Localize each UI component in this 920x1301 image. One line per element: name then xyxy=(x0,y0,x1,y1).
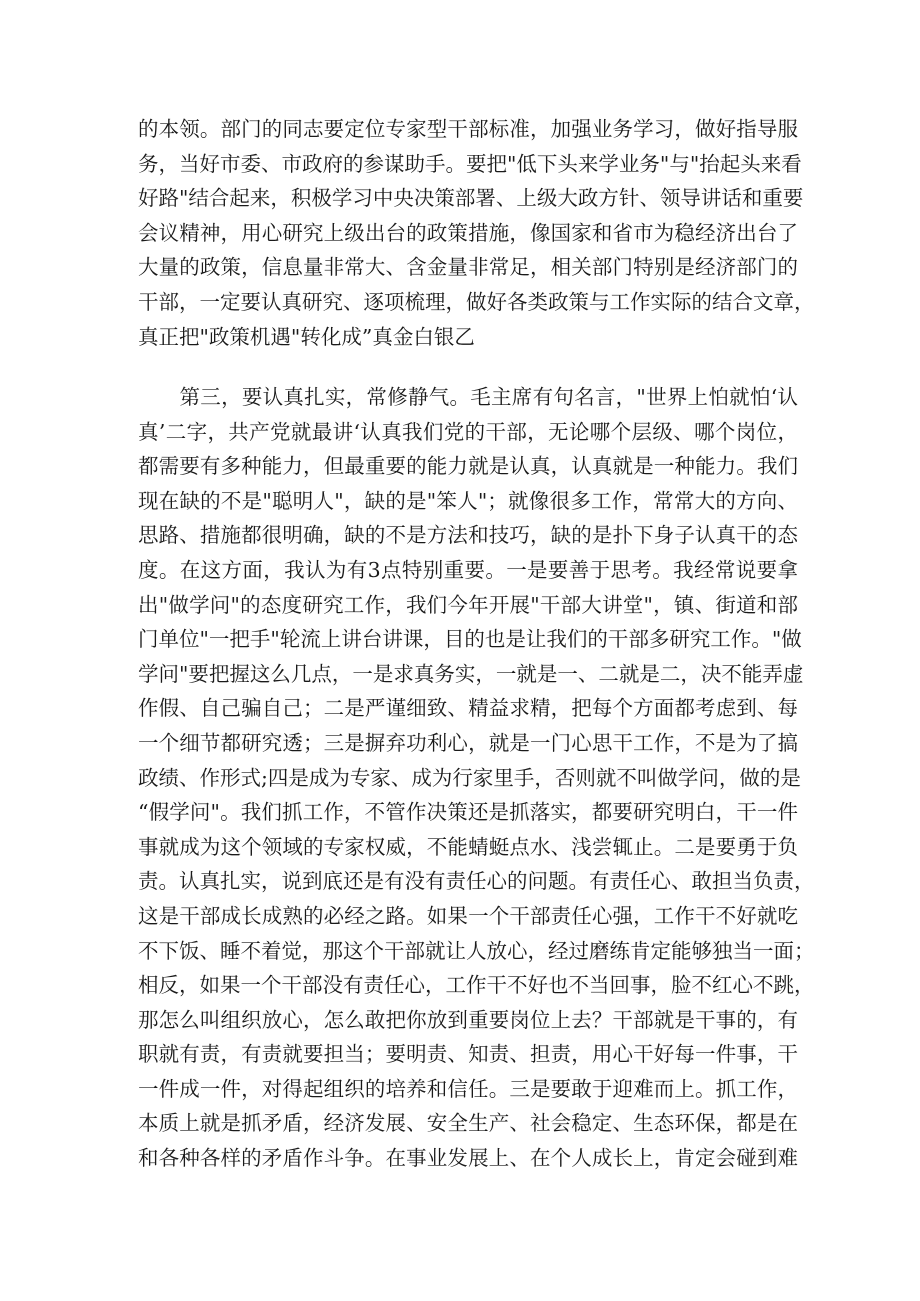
paragraph-line: 不下饭、睡不着觉，那这个干部就让人放心，经过磨练肯定能够独当一面； xyxy=(138,938,815,963)
paragraph-line: 一件成一件，对得起组织的培养和信任。三是要敢于迎难而上。抓工作， xyxy=(138,1076,798,1101)
paragraph-line: 这是干部成长成熟的必经之路。如果一个干部责任心强，工作干不好就吃 xyxy=(138,903,798,928)
paragraph-line: “假学问"。我们抓工作，不管作决策还是抓落实，都要研究明白，干一件 xyxy=(138,800,798,825)
paragraph-line: 出"做学问"的态度研究工作，我们今年开展"干部大讲堂"，镇、街道和部 xyxy=(138,592,798,617)
paragraph-line: 会议精神，用心研究上级出台的政策措施，像国家和省市为稳经济出台了 xyxy=(138,220,798,245)
paragraph-line: 相反，如果一个干部没有责任心，工作干不好也不当回事，脸不红心不跳， xyxy=(138,973,815,998)
paragraph-line: 职就有责，有责就要担当；要明责、知责、担责，用心干好每一件事，干 xyxy=(138,1042,798,1067)
paragraph-line: 干部，一定要认真研究、逐项梳理，做好各类政策与工作实际的结合文章， xyxy=(138,289,815,314)
paragraph-line: 事就成为这个领域的专家权威，不能蜻蜓点水、浅尝辄止。二是要勇于负 xyxy=(138,834,798,859)
paragraph-line: 第三，要认真扎实，常修静气。毛主席有句名言，"世界上怕就怕‘认 xyxy=(138,385,798,409)
paragraph-line: 大量的政策，信息量非常大、含金量非常足，相关部门特别是经济部门的 xyxy=(138,255,798,280)
paragraph-1 xyxy=(138,112,815,354)
paragraph-line: 作假、自己骗自己；二是严谨细致、精益求精，把每个方面都考虑到、每 xyxy=(138,696,798,721)
paragraph-line: 的本领。部门的同志要定位专家型干部标准，加强业务学习，做好指导服 xyxy=(138,117,798,141)
paragraph-line: 门单位"一把手"轮流上讲台讲课，目的也是让我们的干部多研究工作。"做 xyxy=(138,627,802,652)
paragraph-line: 好路"结合起来，积极学习中央决策部署、上级大政方针、领导讲话和重要 xyxy=(138,186,804,211)
paragraph-line: 真’二字，共产党就最讲‘认真我们党的干部，无论哪个层级、哪个岗位， xyxy=(138,419,798,444)
paragraph-line: 思路、措施都很明确，缺的不是方法和技巧，缺的是扑下身子认真干的态 xyxy=(138,523,798,548)
paragraph-2 xyxy=(138,380,815,1176)
paragraph-line: 本质上就是抓矛盾，经济发展、安全生产、社会稳定、生态环保，都是在 xyxy=(138,1111,798,1136)
paragraph-line: 都需要有多种能力，但最重要的能力就是认真，认真就是一种能力。我们 xyxy=(138,454,798,479)
paragraph-line: 和各种各样的矛盾作斗争。在事业发展上、在个人成长上，肯定会碰到难 xyxy=(138,1146,798,1171)
paragraph-line: 那怎么叫组织放心，怎么敢把你放到重要岗位上去？干部就是干事的，有 xyxy=(138,1007,798,1032)
paragraph-line: 真正把"政策机遇"转化成”真金白银乙 xyxy=(138,324,475,349)
paragraph-line: 度。在这方面，我认为有3点特别重要。一是要善于思考。我经常说要拿 xyxy=(138,557,798,582)
paragraph-line: 务，当好市委、市政府的参谋助手。要把"低下头来学业务"与"抬起头来看 xyxy=(138,151,802,176)
paragraph-line: 一个细节都研究透；三是摒弃功利心，就是一门心思干工作，不是为了搞 xyxy=(138,730,798,755)
paragraph-line: 学问"要把握这么几点，一是求真务实，一就是一、二就是二，决不能弄虚 xyxy=(138,661,804,686)
paragraph-line: 政绩、作形式;四是成为专家、成为行家里手，否则就不叫做学问，做的是 xyxy=(138,765,801,790)
paragraph-line: 现在缺的不是"聪明人"，缺的是"笨人"；就像很多工作，常常大的方向、 xyxy=(138,488,798,513)
paragraph-line: 责。认真扎实，说到底还是有没有责任心的问题。有责任心、敢担当负责， xyxy=(138,869,815,894)
